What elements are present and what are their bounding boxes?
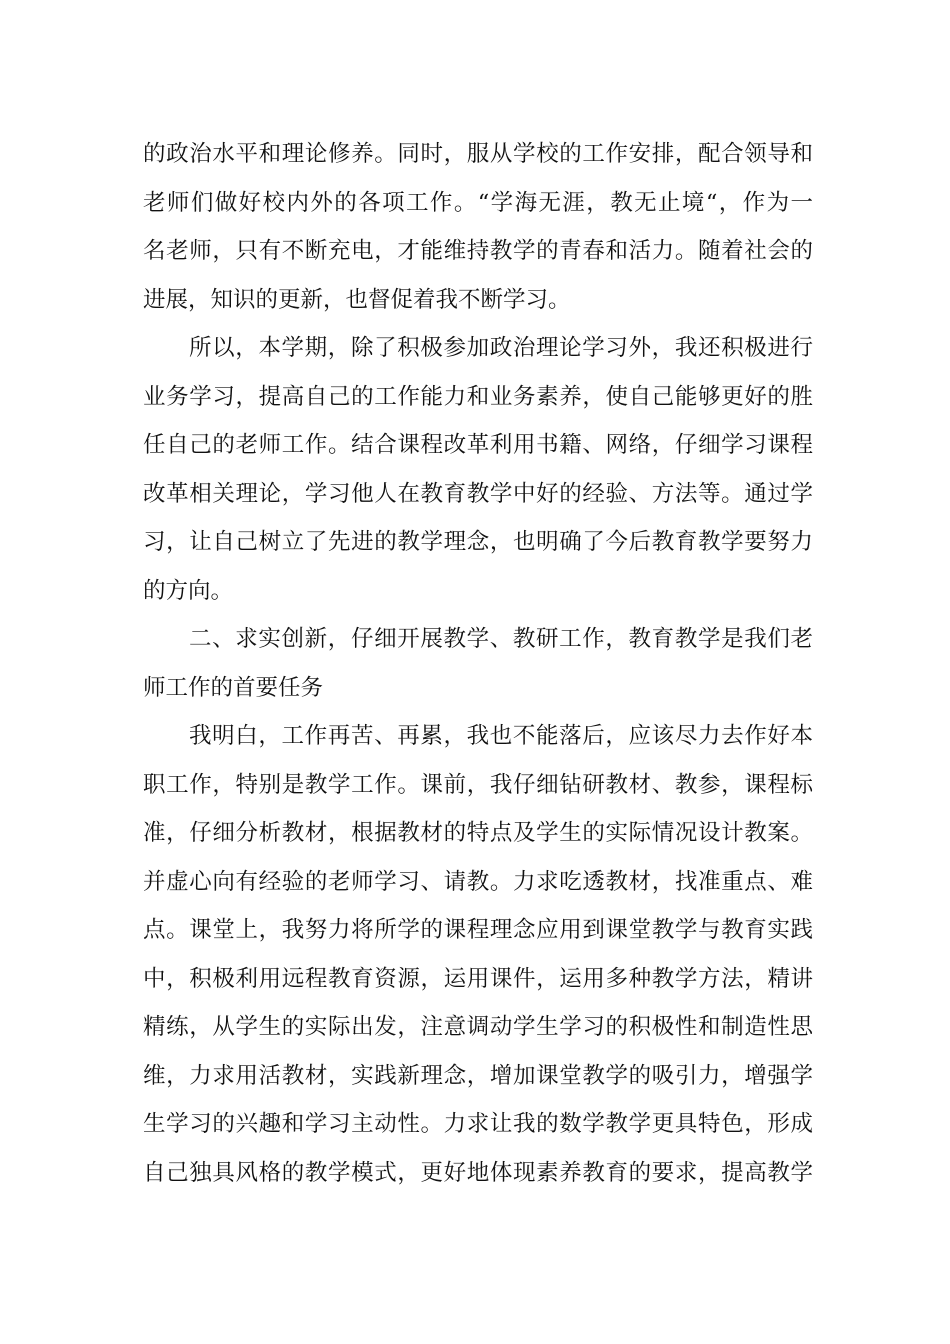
text-line: 生学习的兴趣和学习主动性。力求让我的数学教学更具特色，形成 xyxy=(143,1111,813,1137)
text-line: 改革相关理论，学习他人在教育教学中好的经验、方法等。通过学 xyxy=(143,480,813,507)
text-line: 的政治水平和理论修养。同时，服从学校的工作安排，配合领导和 xyxy=(143,141,813,167)
paragraph-first-line: 所以，本学期，除了积极参加政治理论学习外，我还积极进行 xyxy=(189,335,813,361)
text-line: 准，仔细分析教材，根据教材的特点及学生的实际情况设计教案。 xyxy=(143,820,813,846)
text-line: 自己独具风格的教学模式，更好地体现素养教育的要求，提高教学 xyxy=(143,1159,813,1186)
text-line: 老师们做好校内外的各项工作。“学海无涯，教无止境“，作为一 xyxy=(143,189,813,216)
text-line: 维，力求用活教材，实践新理念，增加课堂教学的吸引力，增强学 xyxy=(143,1062,813,1089)
paragraph-first-line: 我明白，工作再苦、再累，我也不能落后，应该尽力去作好本 xyxy=(189,723,813,749)
text-line: 并虚心向有经验的老师学习、请教。力求吃透教材，找准重点、难 xyxy=(143,868,813,895)
section-heading-line: 二、求实创新，仔细开展教学、教研工作，教育教学是我们老 xyxy=(189,626,813,652)
text-line: 点。课堂上，我努力将所学的课程理念应用到课堂教学与教育实践 xyxy=(143,917,813,943)
body-text xyxy=(143,130,813,1197)
text-line: 精练，从学生的实际出发，注意调动学生学习的积极性和制造性思 xyxy=(143,1014,813,1040)
text-line: 业务学习，提高自己的工作能力和业务素养，使自己能够更好的胜 xyxy=(143,383,813,410)
text-line: 的方向。 xyxy=(143,577,234,604)
text-line: 中，积极利用远程教育资源，运用课件，运用多种教学方法，精讲 xyxy=(143,965,813,992)
text-line: 任自己的老师工作。结合课程改革利用书籍、网络，仔细学习课程 xyxy=(143,432,813,458)
text-line: 习，让自己树立了先进的教学理念，也明确了今后教育教学要努力 xyxy=(143,529,813,555)
section-heading-line: 师工作的首要任务 xyxy=(143,674,324,701)
text-line: 职工作，特别是教学工作。课前，我仔细钻研教材、教参，课程标 xyxy=(143,771,813,798)
text-line: 名老师，只有不断充电，才能维持教学的青春和活力。随着社会的 xyxy=(143,238,813,264)
text-line: 进展，知识的更新，也督促着我不断学习。 xyxy=(143,286,571,313)
